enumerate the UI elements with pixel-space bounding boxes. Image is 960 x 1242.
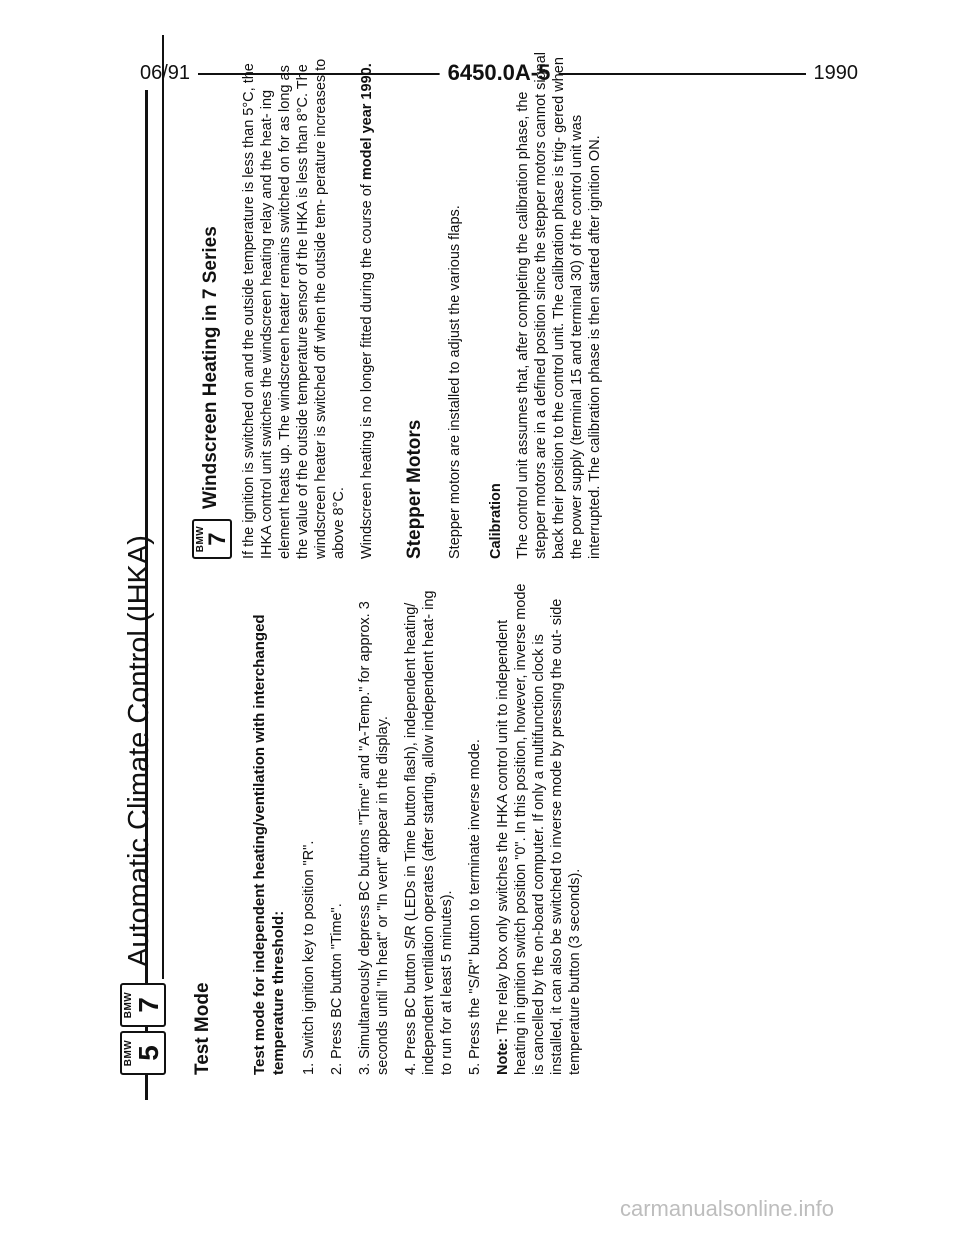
step-5: 5. Press the "S/R" button to terminate inverse mode. [467,739,483,1075]
step-3: 3. Simultaneously depress BC buttons "Time" and "A-Temp." for approx. 3 seconds until "In heat" or "In vent" appear in the display. [357,601,391,1075]
windscreen-para-2 [358,49,376,559]
header-date: 06/91 [140,62,198,84]
bmw-5-badge: BMW 5 [120,1031,166,1075]
bmw-7-badge: BMW 7 [120,983,166,1027]
column-right [192,49,614,559]
note [494,581,584,1075]
header-doc-number: 6450.0A-5 [440,62,559,84]
rotated-page [112,35,832,1075]
column-left [192,581,594,1075]
bmw-7-small-badge: BMW 7 [192,519,232,559]
note-label: Note: [495,1037,511,1075]
stepper-para: Stepper motors are installed to adjust the various flaps. [447,205,463,559]
windscreen-para-1: If the ignition is switched on and the outside temperature is less than 5°C, the IHKA control unit switches the windscreen heating relay and the heat- ing element heats up. The windscreen heater remains switched on for as long as the value of the outside temperature sensor of the IHKA is less than 8°C. The windscreen heater is switched off when the outside tem- perature increases to above 8°C. [241,58,347,559]
windscreen-para-2-text: Windscreen heating is no longer fitted during the course of [359,180,375,559]
windscreen-heading: Windscreen Heating in 7 Series [200,226,221,509]
test-mode-subheading: Test mode for independent heating/ventilation with interchanged temperature threshold: [251,614,287,1075]
step-4: 4. Press BC button S/R (LEDs in Time button flash), independent heating/ independent ventilation operates (after starting, allow independent heat- ing to run for at least 5 minutes). [403,590,455,1075]
windscreen-para-2-bold: model year 1990. [359,63,375,181]
stepper-heading: Stepper Motors [404,419,425,559]
windscreen-heading-row [192,49,232,559]
step-1: 1. Switch ignition key to position "R". [301,840,317,1075]
calibration-para: The control unit assumes that, after completing the calibration phase, the stepper motors are in a defined position since the stepper motors cannot signal back their position to the control unit. The calibration phase is trig- gered when the power supply (terminal 15 and terminal 30) of the control unit was interrupted. The calibration phase is then started after ignition ON. [515,52,603,559]
chapter-title: Automatic Climate Control (IHKA) [123,535,155,967]
test-mode-heading: Test Mode [192,982,213,1075]
title-rule [162,35,164,979]
note-text: The relay box only switches the IHKA control unit to independent heating in ignition switch position "0". In this position, however, inverse mode is cancelled by the on-board computer. If only a multifunction clock is installed, it can also be switched to inverse mode by pressing the out- side temperature button (3 seconds). [495,583,583,1075]
header-year: 1990 [806,62,859,84]
watermark: carmanualsonline.info [620,1196,835,1221]
calibration-heading: Calibration [488,483,504,559]
step-2: 2. Press BC button "Time". [329,903,345,1075]
